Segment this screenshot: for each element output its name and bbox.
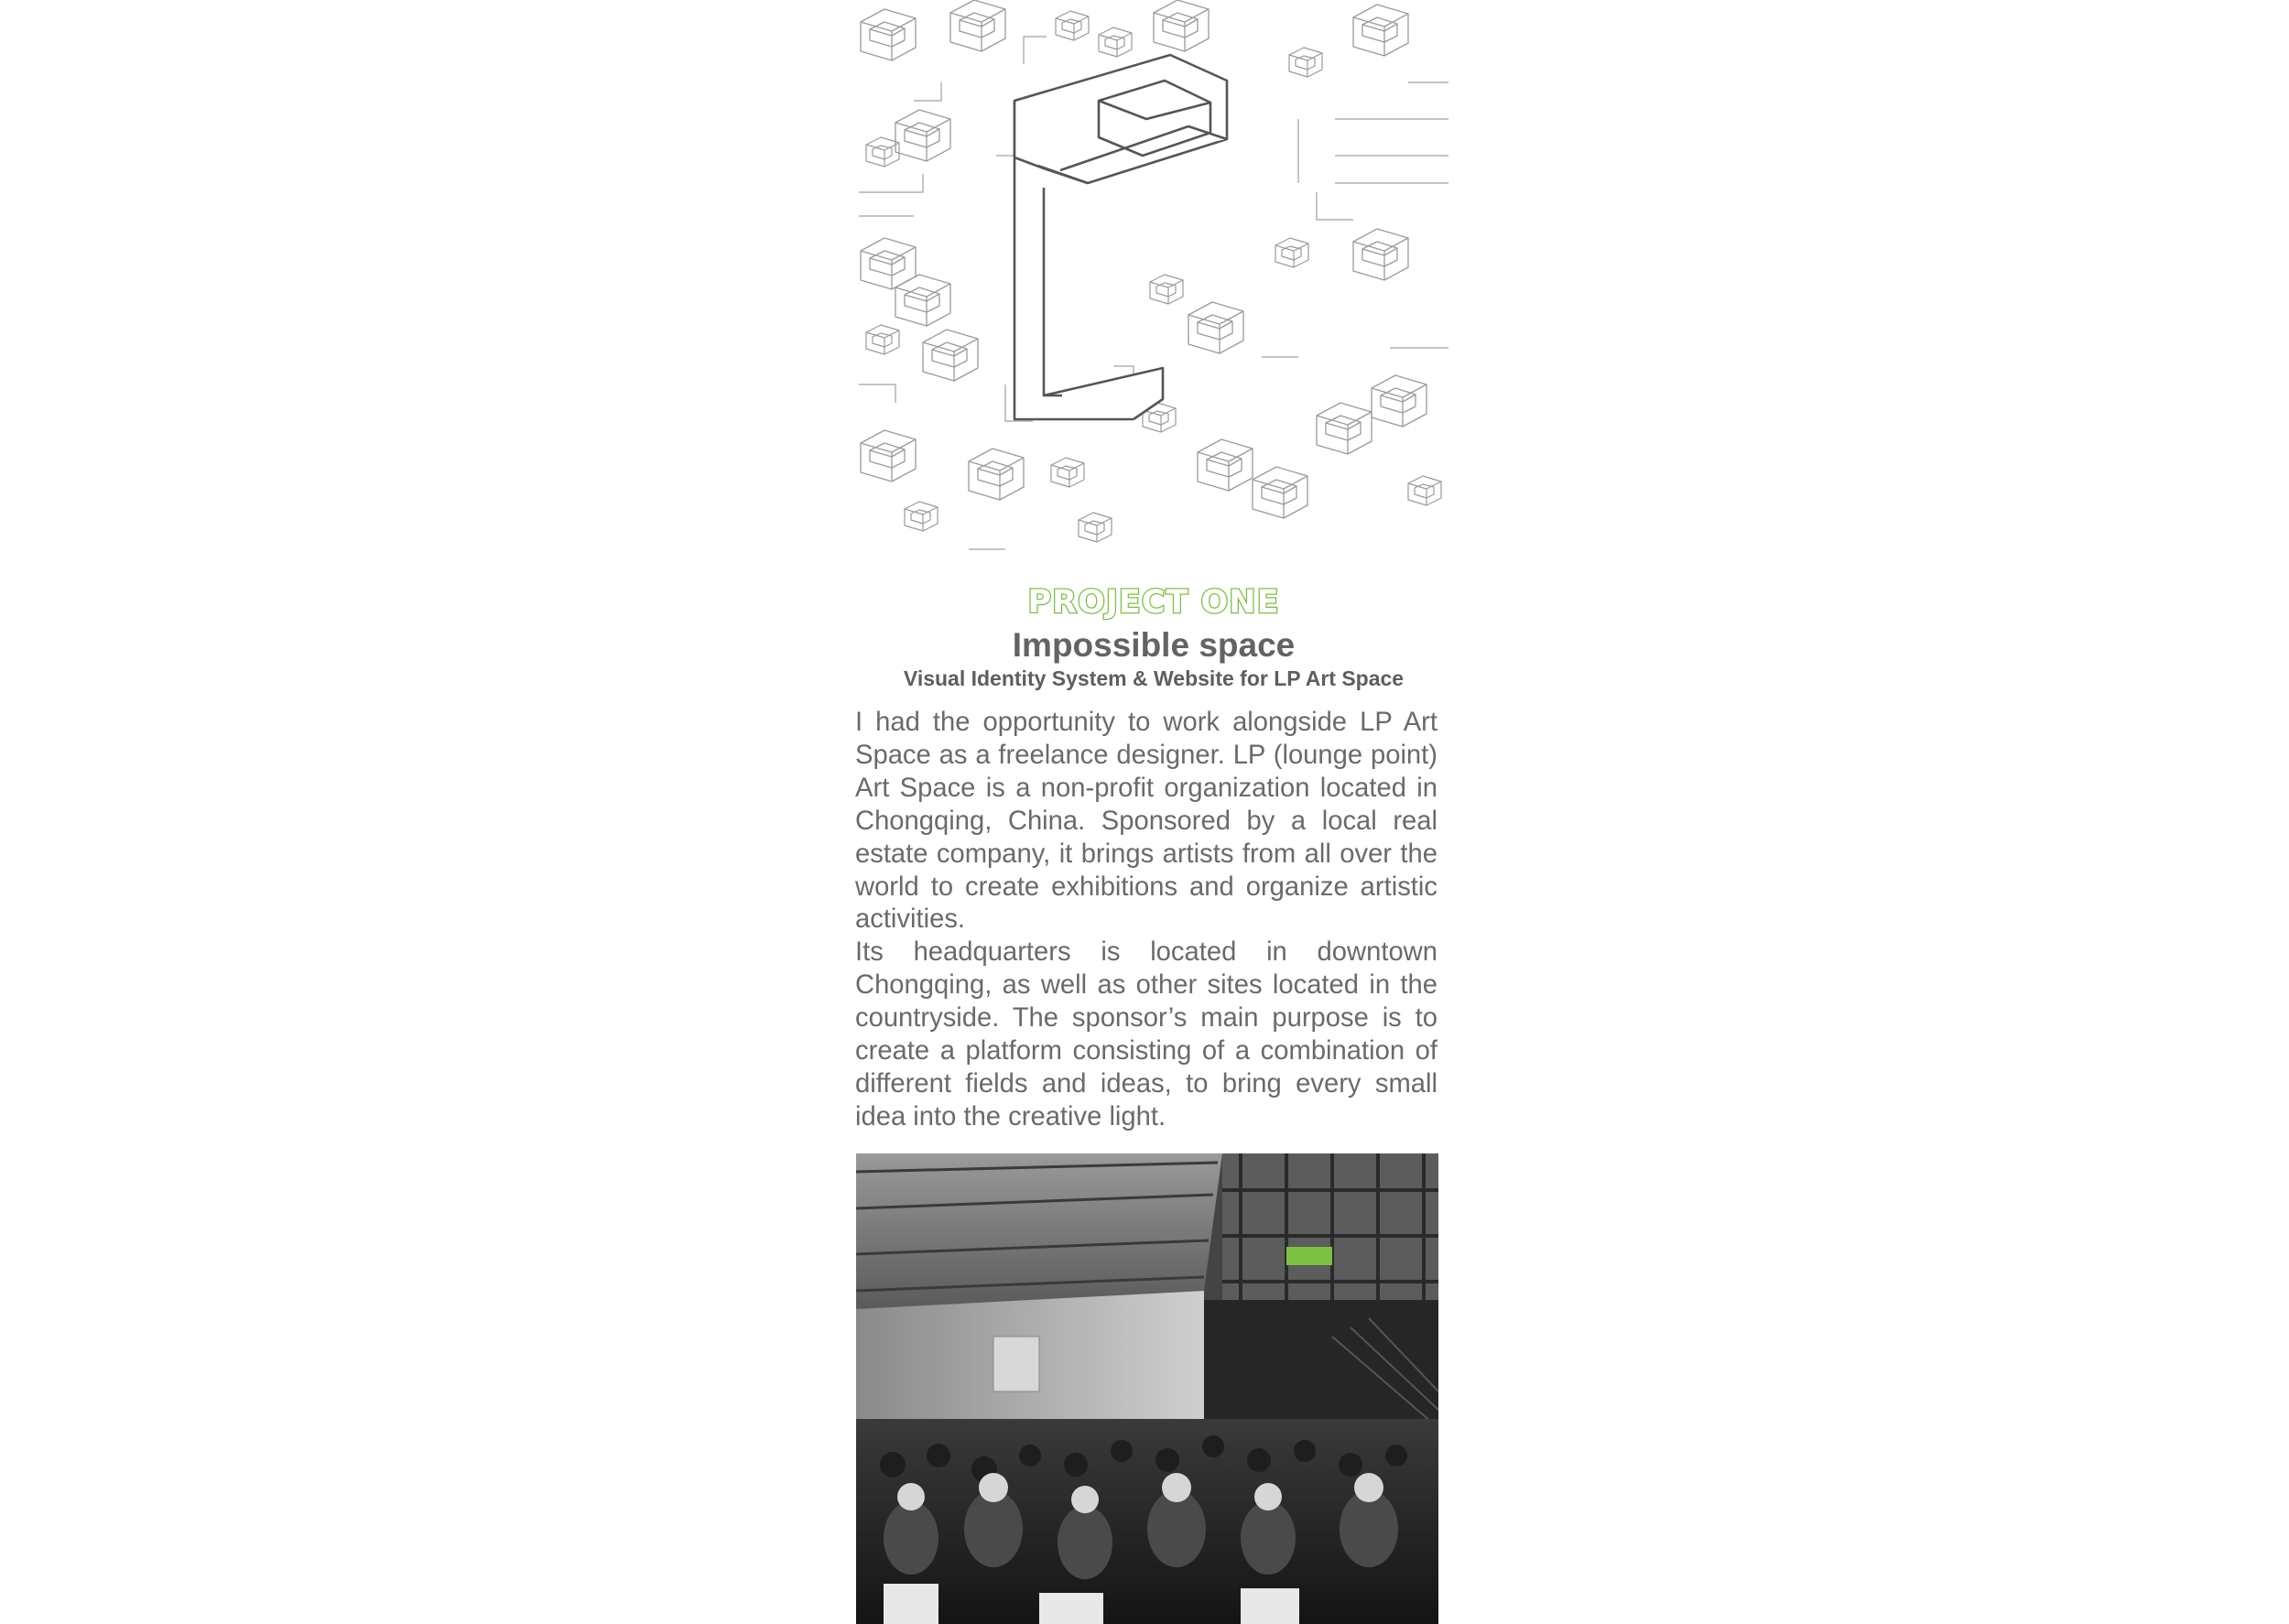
event-audience-photo-icon (856, 1153, 1438, 1624)
project-description (855, 707, 1437, 1134)
project-subtitle: Visual Identity System & Website for LP Art Space (903, 666, 1405, 690)
project-title: Impossible space (1012, 626, 1296, 664)
description-paragraph-1: I had the opportunity to work alongside LP Art Space as a freelance designer. LP (lounge point) Art Space is a non-profit organization located in Chongqing, China. Sponsored by a local real estate company, it brings artists from all over the world to create exhibitions and organize artistic activities. (855, 708, 1437, 935)
hero-logo-pattern (859, 0, 1448, 557)
description-paragraph-2: Its headquarters is located in downtown Chongqing, as well as other sites located in the countryside. The sponsor’s main purpose is to create a platform consisting of a combination of different fields and ideas, to bring every small idea into the creative light. (855, 937, 1437, 1131)
isometric-lp-logo-pattern-icon (859, 0, 1448, 557)
project-label: PROJECT ONE (1027, 584, 1280, 621)
event-photo (856, 1153, 1438, 1624)
